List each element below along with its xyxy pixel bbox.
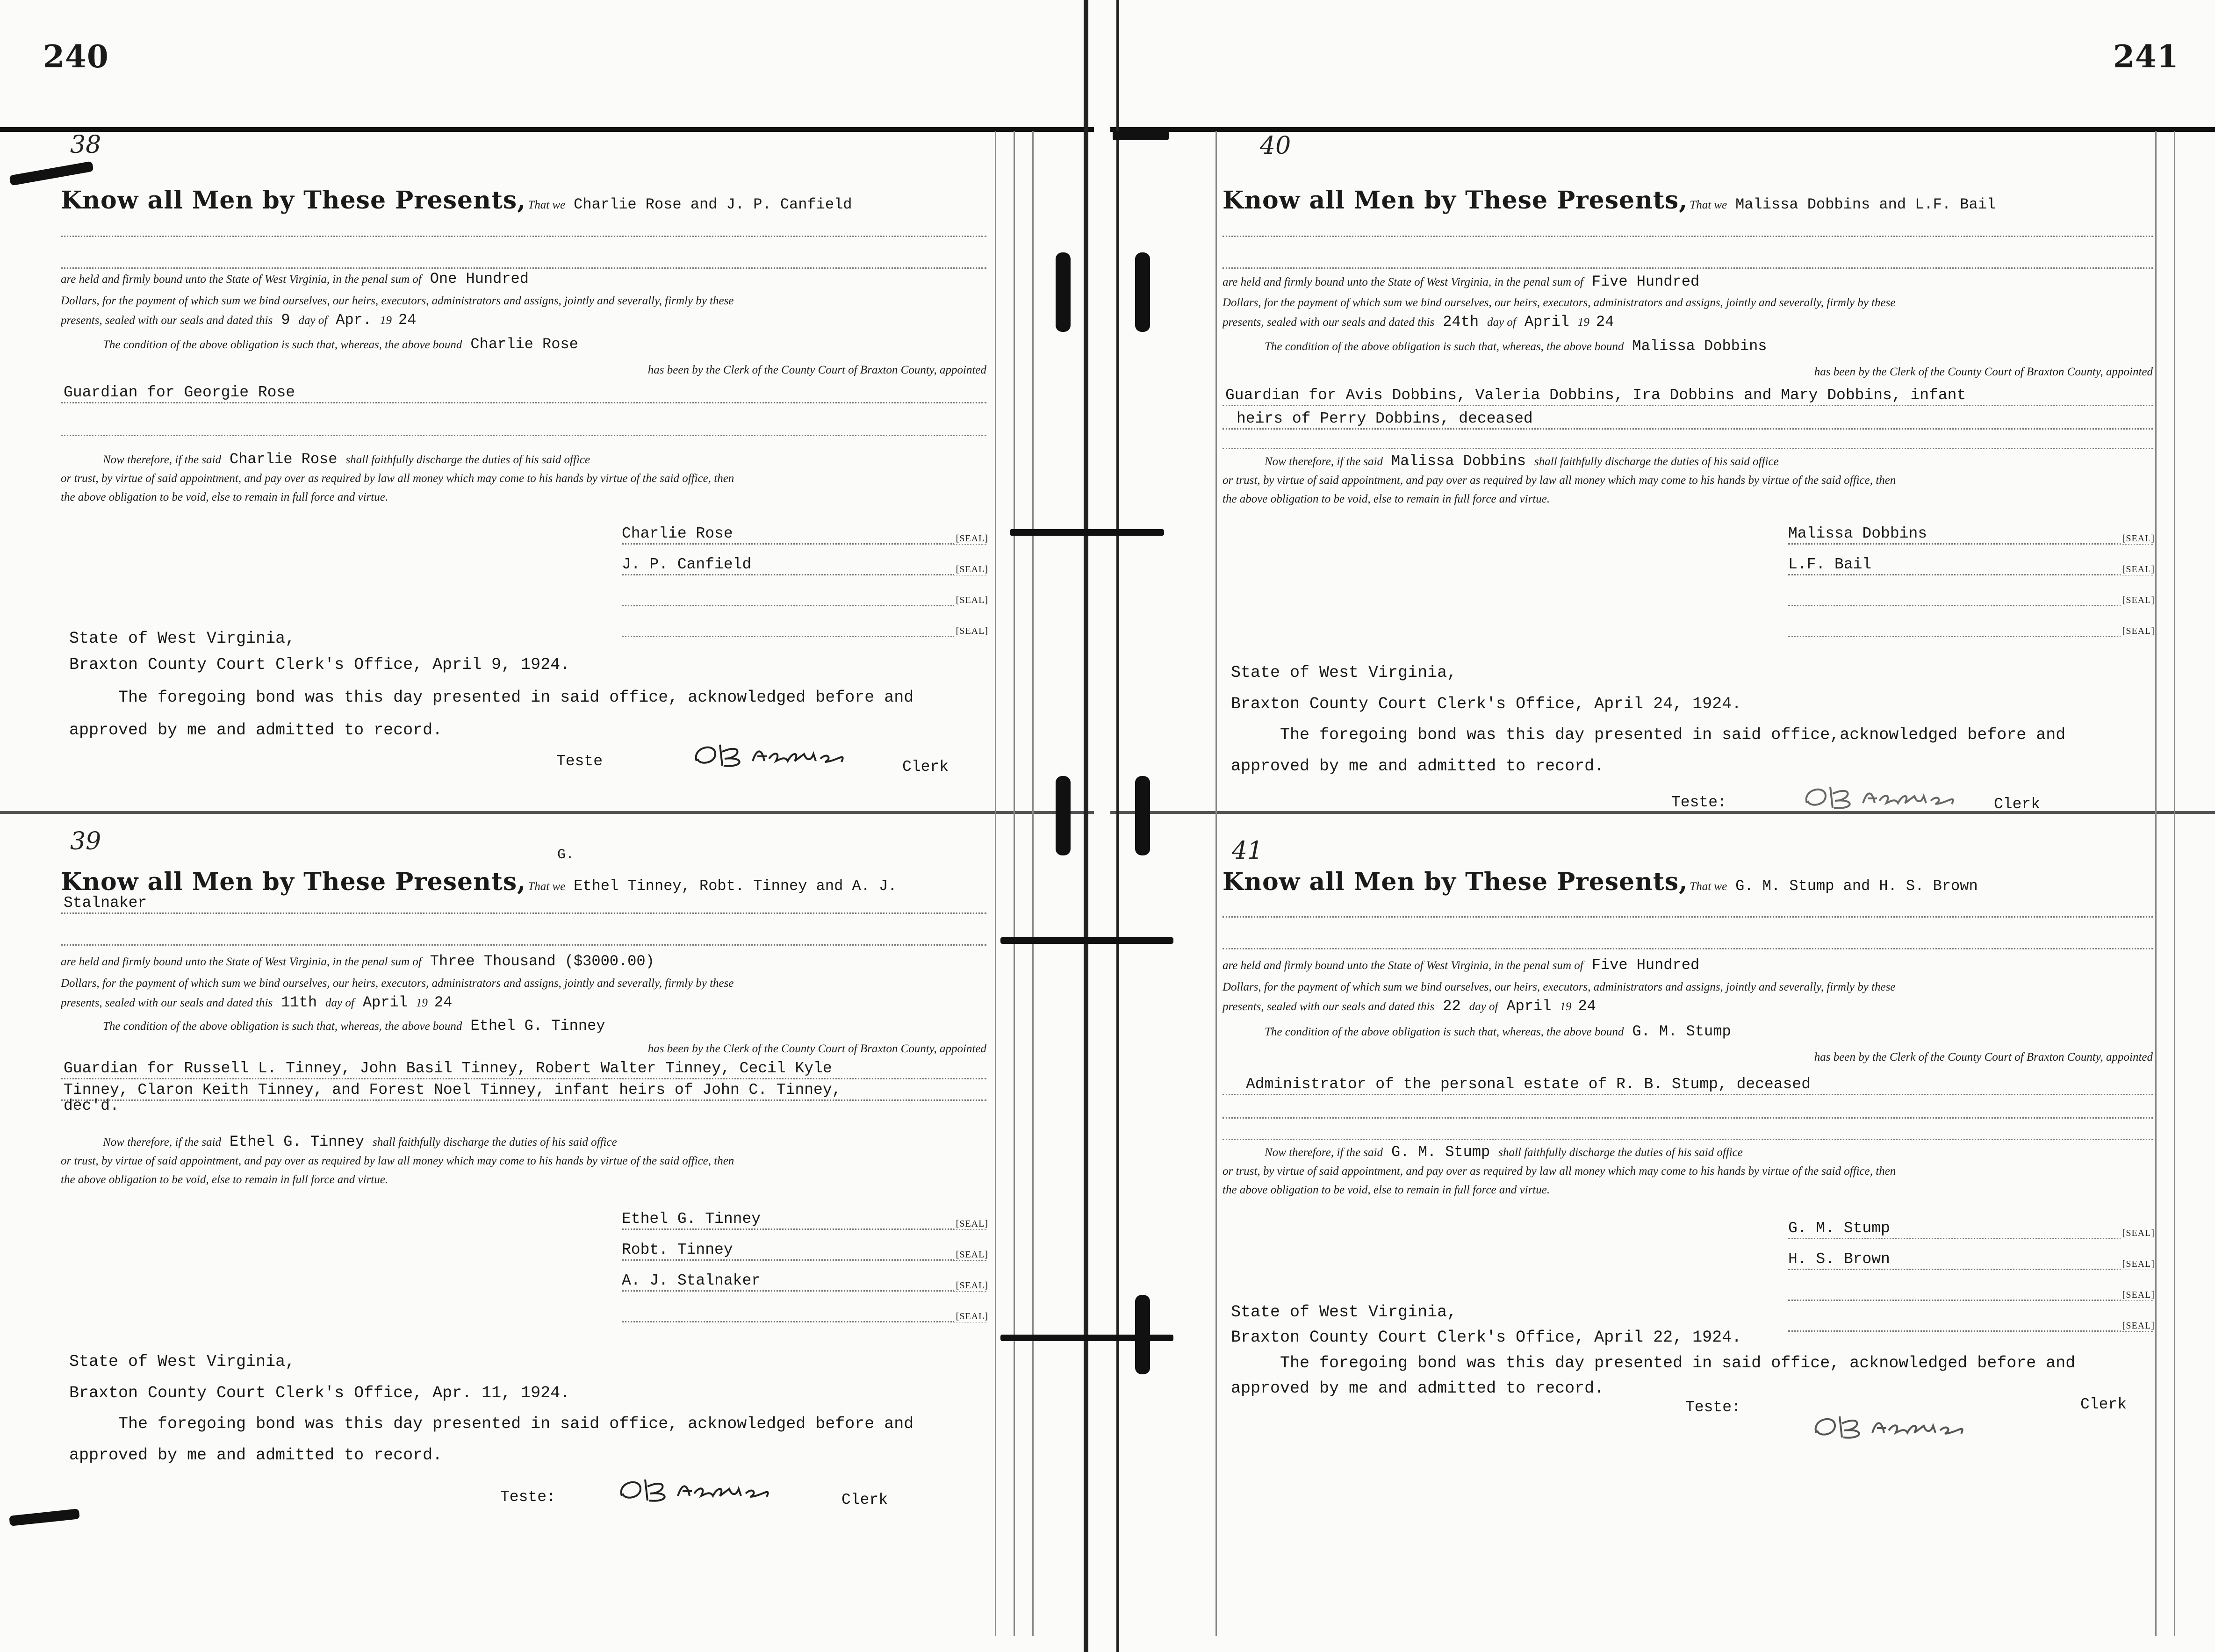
day-of-label: day of bbox=[298, 314, 328, 327]
signature-line bbox=[622, 1206, 986, 1230]
clerk-label: Clerk bbox=[2080, 1396, 2127, 1413]
left-page-top-rule bbox=[0, 127, 1094, 132]
right-page-margin-line-3 bbox=[2174, 131, 2175, 1636]
ack-line: The foregoing bond was this day presented in said office, acknowledged before and bbox=[1231, 1353, 2076, 1372]
appointment-text: Guardian for Russell L. Tinney, John Basil Tinney, Robert Walter Tinney, Cecil Kyle bbox=[64, 1060, 832, 1077]
bond-parties: G. M. Stump and H. S. Brown bbox=[1735, 877, 1978, 895]
bond-record-rose bbox=[61, 131, 988, 798]
right-page-margin-line-2 bbox=[2155, 131, 2157, 1636]
ack-line: State of West Virginia, bbox=[69, 1352, 295, 1371]
appointed-clause: has been by the Clerk of the County Court of Braxton County, appointed bbox=[647, 1042, 986, 1055]
penal-sum: Five Hundred bbox=[1591, 956, 1700, 974]
ack-line: State of West Virginia, bbox=[1231, 1303, 1457, 1322]
signature-name: Ethel G. Tinney bbox=[622, 1210, 761, 1228]
signature-line bbox=[1788, 1277, 2153, 1301]
that-we-label: That we bbox=[1690, 880, 1727, 893]
signature-name: Malissa Dobbins bbox=[1788, 525, 1927, 542]
signature-name: A. J. Stalnaker bbox=[622, 1272, 761, 1289]
seal-label: [SEAL] bbox=[954, 595, 988, 606]
clerk-label: Clerk bbox=[902, 758, 949, 776]
blank-line bbox=[61, 249, 986, 269]
dollars-clause: Dollars, for the payment of which sum we bind ourselves, our heirs, executors, administrators and assigns, jointly and severally, firmly by these bbox=[61, 977, 734, 990]
bond-parties-continued: Stalnaker bbox=[64, 894, 147, 912]
signature-name: Robt. Tinney bbox=[622, 1241, 733, 1258]
binder-ring-mark bbox=[1056, 776, 1071, 855]
seal-label: [SEAL] bbox=[2121, 533, 2155, 544]
signature-line bbox=[622, 1299, 986, 1322]
clerk-label: Clerk bbox=[1994, 796, 2041, 813]
bond-month: April bbox=[1506, 998, 1552, 1015]
signature-name: G. M. Stump bbox=[1788, 1220, 1890, 1237]
clerk-signature bbox=[612, 1468, 809, 1510]
penal-sum: Three Thousand ($3000.00) bbox=[430, 953, 654, 970]
condition-clause: The condition of the above obligation is such that, whereas, the above bound bbox=[103, 1020, 462, 1033]
ack-line: The foregoing bond was this day presented in said office,acknowledged before and bbox=[1231, 725, 2066, 744]
year-prefix: 19 bbox=[416, 997, 428, 1009]
said-name: G. M. Stump bbox=[1391, 1143, 1490, 1161]
year-prefix: 19 bbox=[1577, 316, 1589, 329]
margin-number: 41 bbox=[1232, 837, 1263, 865]
bond-parties: Malissa Dobbins and L.F. Bail bbox=[1735, 196, 1996, 213]
appointment-line bbox=[1223, 383, 2153, 406]
binding-gutter-left bbox=[1084, 0, 1088, 1652]
seal-label: [SEAL] bbox=[954, 1219, 988, 1229]
bond-month: April bbox=[1524, 313, 1569, 330]
faithfully-clause: shall faithfully discharge the duties of his said office bbox=[1534, 455, 1779, 468]
bond-day: 22 bbox=[1443, 998, 1461, 1015]
dollars-clause: Dollars, for the payment of which sum we bind ourselves, our heirs, executors, administrators and assigns, jointly and severally, firmly by these bbox=[61, 294, 734, 307]
bond-record-tinney bbox=[61, 823, 986, 1524]
signature-line bbox=[1788, 552, 2153, 575]
ack-line: State of West Virginia, bbox=[69, 629, 295, 648]
ack-line: Braxton County Court Clerk's Office, April 24, 1924. bbox=[1231, 694, 1742, 713]
appointment-text: Guardian for Georgie Rose bbox=[64, 384, 295, 401]
now-therefore-clause: Now therefore, if the said bbox=[1265, 455, 1383, 468]
seal-label: [SEAL] bbox=[954, 533, 988, 544]
ack-line: State of West Virginia, bbox=[1231, 663, 1457, 682]
margin-number: 39 bbox=[70, 827, 101, 855]
binder-clip-mark bbox=[1000, 937, 1173, 944]
now-therefore-clause: Now therefore, if the said bbox=[1265, 1146, 1383, 1159]
seal-label: [SEAL] bbox=[954, 1280, 988, 1291]
binder-ring-mark bbox=[1056, 252, 1071, 332]
appointment-line bbox=[61, 1097, 986, 1115]
bond-heading: Know all Men by These Presents, bbox=[1223, 868, 1688, 896]
appointment-text: dec'd. bbox=[64, 1097, 119, 1114]
page-number-right: 241 bbox=[2113, 38, 2179, 75]
held-bound-clause: are held and firmly bound unto the State of West Virginia, in the penal sum of bbox=[1223, 959, 1583, 972]
signature-line bbox=[622, 521, 986, 545]
seal-label: [SEAL] bbox=[2121, 1321, 2155, 1331]
appointed-clause: has been by the Clerk of the County Court of Braxton County, appointed bbox=[1814, 1051, 2153, 1063]
teste-label: Teste: bbox=[1685, 1399, 1741, 1416]
bond-day: 24th bbox=[1443, 313, 1479, 330]
trust-clause: or trust, by virtue of said appointment, and pay over as required by law all money which may come to his hands by virtue of the said office, then bbox=[61, 472, 734, 485]
signature-name: H. S. Brown bbox=[1788, 1250, 1890, 1268]
faithfully-clause: shall faithfully discharge the duties of his said office bbox=[1498, 1146, 1743, 1159]
teste-label: Teste: bbox=[1671, 794, 1727, 811]
left-page-margin-line-3 bbox=[1032, 131, 1034, 1636]
void-clause: the above obligation to be void, else to remain in full force and virtue. bbox=[61, 491, 388, 503]
right-page-middle-rule bbox=[1110, 811, 2215, 814]
ack-line: approved by me and admitted to record. bbox=[69, 1445, 443, 1465]
teste-label: Teste: bbox=[500, 1488, 556, 1506]
seal-label: [SEAL] bbox=[954, 564, 988, 575]
appointment-line bbox=[61, 381, 986, 403]
signature-line bbox=[622, 1268, 986, 1292]
signature-line bbox=[622, 582, 986, 606]
seal-label: [SEAL] bbox=[954, 1250, 988, 1260]
signature-name: Charlie Rose bbox=[622, 525, 733, 542]
left-page-margin-line-2 bbox=[1014, 131, 1015, 1636]
ack-line: approved by me and admitted to record. bbox=[1231, 1379, 1604, 1398]
penal-sum: One Hundred bbox=[430, 270, 529, 287]
bond-month: April bbox=[362, 994, 408, 1011]
appointment-text: Tinney, Claron Keith Tinney, and Forest Noel Tinney, infant heirs of John C. Tinney, bbox=[64, 1081, 841, 1099]
right-page-top-rule bbox=[1110, 127, 2215, 132]
condition-clause: The condition of the above obligation is such that, whereas, the above bound bbox=[1265, 340, 1624, 353]
principal-name: Charlie Rose bbox=[470, 336, 578, 353]
bond-heading: Know all Men by These Presents, bbox=[61, 868, 526, 896]
binder-clip-mark bbox=[1010, 529, 1164, 536]
clerk-signature bbox=[1807, 1405, 2003, 1447]
presents-clause: presents, sealed with our seals and dated this bbox=[1223, 316, 1435, 329]
that-we-label: That we bbox=[528, 880, 566, 893]
ack-line: approved by me and admitted to record. bbox=[69, 721, 443, 740]
appointed-clause: has been by the Clerk of the County Court of Braxton County, appointed bbox=[647, 364, 986, 376]
trust-clause: or trust, by virtue of said appointment, and pay over as required by law all money which may come to his hands by virtue of the said office, then bbox=[1223, 474, 1896, 487]
acknowledgment bbox=[1231, 657, 2134, 782]
appointment-line bbox=[1223, 431, 2153, 449]
signature-line bbox=[1788, 613, 2153, 637]
appointment-line bbox=[1223, 1099, 2153, 1119]
held-bound-clause: are held and firmly bound unto the State of West Virginia, in the penal sum of bbox=[61, 273, 422, 286]
held-bound-clause: are held and firmly bound unto the State of West Virginia, in the penal sum of bbox=[61, 955, 422, 968]
that-we-label: That we bbox=[1690, 199, 1727, 211]
seal-label: [SEAL] bbox=[2121, 1228, 2155, 1239]
appointment-line bbox=[1223, 407, 2153, 430]
signature-line bbox=[1788, 1215, 2153, 1239]
principal-name: G. M. Stump bbox=[1632, 1023, 1731, 1040]
ack-line: Braxton County Court Clerk's Office, Apr. 11, 1924. bbox=[69, 1383, 570, 1402]
ack-line: approved by me and admitted to record. bbox=[1231, 756, 1604, 776]
bond-day: 11th bbox=[281, 994, 317, 1011]
signature-line bbox=[1788, 582, 2153, 606]
bond-heading: Know all Men by These Presents, bbox=[1223, 186, 1688, 215]
bond-year: 24 bbox=[398, 311, 417, 329]
bond-year: 24 bbox=[434, 994, 453, 1011]
right-page-margin-line-1 bbox=[1215, 131, 1217, 1636]
said-name: Charlie Rose bbox=[230, 451, 338, 468]
day-of-label: day of bbox=[1487, 316, 1516, 329]
trust-clause: or trust, by virtue of said appointment, and pay over as required by law all money which may come to his hands by virtue of the said office, then bbox=[61, 1155, 734, 1167]
bond-year: 24 bbox=[1578, 998, 1596, 1015]
seal-label: [SEAL] bbox=[2121, 595, 2155, 606]
appointment-line bbox=[1223, 1122, 2153, 1140]
said-name: Ethel G. Tinney bbox=[230, 1133, 365, 1150]
ack-line: Braxton County Court Clerk's Office, April 22, 1924. bbox=[1231, 1328, 1742, 1347]
binding-gutter-right bbox=[1116, 0, 1119, 1652]
signature-name: J. P. Canfield bbox=[622, 556, 752, 573]
faithfully-clause: shall faithfully discharge the duties of his said office bbox=[345, 453, 590, 466]
teste-label: Teste bbox=[556, 753, 603, 770]
appointment-text: heirs of Perry Dobbins, deceased bbox=[1237, 410, 1533, 427]
said-name: Malissa Dobbins bbox=[1391, 453, 1526, 470]
left-page-middle-rule bbox=[0, 811, 1094, 814]
page-number-left: 240 bbox=[43, 38, 109, 75]
left-page-margin-line-1 bbox=[995, 131, 996, 1636]
faithfully-clause: shall faithfully discharge the duties of his said office bbox=[373, 1136, 617, 1149]
ack-line: The foregoing bond was this day presented in said office, acknowledged before and bbox=[69, 688, 914, 707]
dollars-clause: Dollars, for the payment of which sum we bind ourselves, our heirs, executors, administrators and assigns, jointly and severally, firmly by these bbox=[1223, 981, 1896, 993]
acknowledgment bbox=[1231, 1300, 2134, 1401]
acknowledgment bbox=[69, 1346, 968, 1471]
seal-label: [SEAL] bbox=[954, 626, 988, 637]
held-bound-clause: are held and firmly bound unto the State of West Virginia, in the penal sum of bbox=[1223, 276, 1583, 288]
ack-line: Braxton County Court Clerk's Office, April 9, 1924. bbox=[69, 655, 570, 674]
clerk-signature bbox=[1798, 775, 1994, 817]
void-clause: the above obligation to be void, else to remain in full force and virtue. bbox=[61, 1173, 388, 1186]
insertion-mark: G. bbox=[557, 847, 575, 863]
clerk-label: Clerk bbox=[841, 1491, 888, 1508]
margin-number: 40 bbox=[1260, 132, 1291, 160]
binder-ring-mark bbox=[1135, 252, 1150, 332]
presents-clause: presents, sealed with our seals and dated this bbox=[61, 997, 273, 1009]
bond-day: 9 bbox=[281, 311, 290, 329]
principal-name: Ethel G. Tinney bbox=[470, 1017, 605, 1034]
bond-parties: Ethel Tinney, Robt. Tinney and A. J. bbox=[574, 877, 897, 895]
seal-label: [SEAL] bbox=[2121, 1290, 2155, 1300]
now-therefore-clause: Now therefore, if the said bbox=[103, 453, 221, 466]
appointment-line bbox=[61, 413, 986, 436]
signature-line bbox=[622, 1237, 986, 1261]
appointment-text: Guardian for Avis Dobbins, Valeria Dobbins, Ira Dobbins and Mary Dobbins, infant bbox=[1225, 387, 1966, 404]
condition-clause: The condition of the above obligation is such that, whereas, the above bound bbox=[1265, 1026, 1624, 1038]
seal-label: [SEAL] bbox=[954, 1311, 988, 1322]
seal-label: [SEAL] bbox=[2121, 1259, 2155, 1270]
blank-line bbox=[1223, 898, 2153, 918]
appointment-line bbox=[61, 1056, 986, 1079]
signature-line bbox=[1788, 521, 2153, 545]
acknowledgment bbox=[69, 625, 968, 743]
seal-label: [SEAL] bbox=[2121, 564, 2155, 575]
void-clause: the above obligation to be void, else to remain in full force and virtue. bbox=[1223, 493, 1550, 505]
trust-clause: or trust, by virtue of said appointment, and pay over as required by law all money which may come to his hands by virtue of the said office, then bbox=[1223, 1165, 1896, 1178]
presents-clause: presents, sealed with our seals and dated this bbox=[1223, 1000, 1435, 1013]
signature-line bbox=[622, 552, 986, 575]
penal-sum: Five Hundred bbox=[1591, 273, 1700, 290]
signature-line bbox=[1788, 1246, 2153, 1270]
principal-name: Malissa Dobbins bbox=[1632, 338, 1767, 355]
now-therefore-clause: Now therefore, if the said bbox=[103, 1136, 221, 1149]
blank-line bbox=[61, 894, 986, 914]
dollars-clause: Dollars, for the payment of which sum we bind ourselves, our heirs, executors, administrators and assigns, jointly and severally, firmly by these bbox=[1223, 296, 1896, 309]
condition-clause: The condition of the above obligation is such that, whereas, the above bound bbox=[103, 338, 462, 351]
appointed-clause: has been by the Clerk of the County Court of Braxton County, appointed bbox=[1814, 366, 2153, 378]
signature-name: L.F. Bail bbox=[1788, 556, 1872, 573]
void-clause: the above obligation to be void, else to remain in full force and virtue. bbox=[1223, 1184, 1550, 1196]
bond-month: Apr. bbox=[336, 311, 372, 329]
that-we-label: That we bbox=[528, 199, 566, 211]
bond-parties: Charlie Rose and J. P. Canfield bbox=[574, 196, 852, 213]
margin-number: 38 bbox=[70, 131, 101, 159]
year-prefix: 19 bbox=[1560, 1000, 1572, 1013]
binder-clip-mark bbox=[1000, 1335, 1173, 1341]
clerk-signature bbox=[687, 733, 884, 775]
binder-clip-mark bbox=[1113, 131, 1169, 140]
bond-year: 24 bbox=[1596, 313, 1614, 330]
day-of-label: day of bbox=[325, 997, 354, 1009]
bond-record-dobbins bbox=[1223, 132, 2155, 813]
blank-line bbox=[1223, 217, 2153, 237]
ack-line: The foregoing bond was this day presented in said office, acknowledged before and bbox=[69, 1415, 914, 1433]
day-of-label: day of bbox=[1469, 1000, 1498, 1013]
year-prefix: 19 bbox=[380, 314, 392, 327]
binder-ring-mark bbox=[1135, 776, 1150, 855]
bond-record-stump bbox=[1223, 823, 2153, 1524]
blank-line bbox=[1223, 249, 2153, 269]
blank-line bbox=[61, 926, 986, 946]
bond-heading: Know all Men by These Presents, bbox=[61, 186, 526, 215]
blank-line bbox=[1223, 929, 2153, 949]
blank-line bbox=[61, 217, 986, 237]
appointment-line bbox=[1223, 1072, 2153, 1095]
seal-label: [SEAL] bbox=[2121, 626, 2155, 637]
appointment-text: Administrator of the personal estate of R. B. Stump, deceased bbox=[1246, 1076, 1811, 1093]
presents-clause: presents, sealed with our seals and dated this bbox=[61, 314, 273, 327]
